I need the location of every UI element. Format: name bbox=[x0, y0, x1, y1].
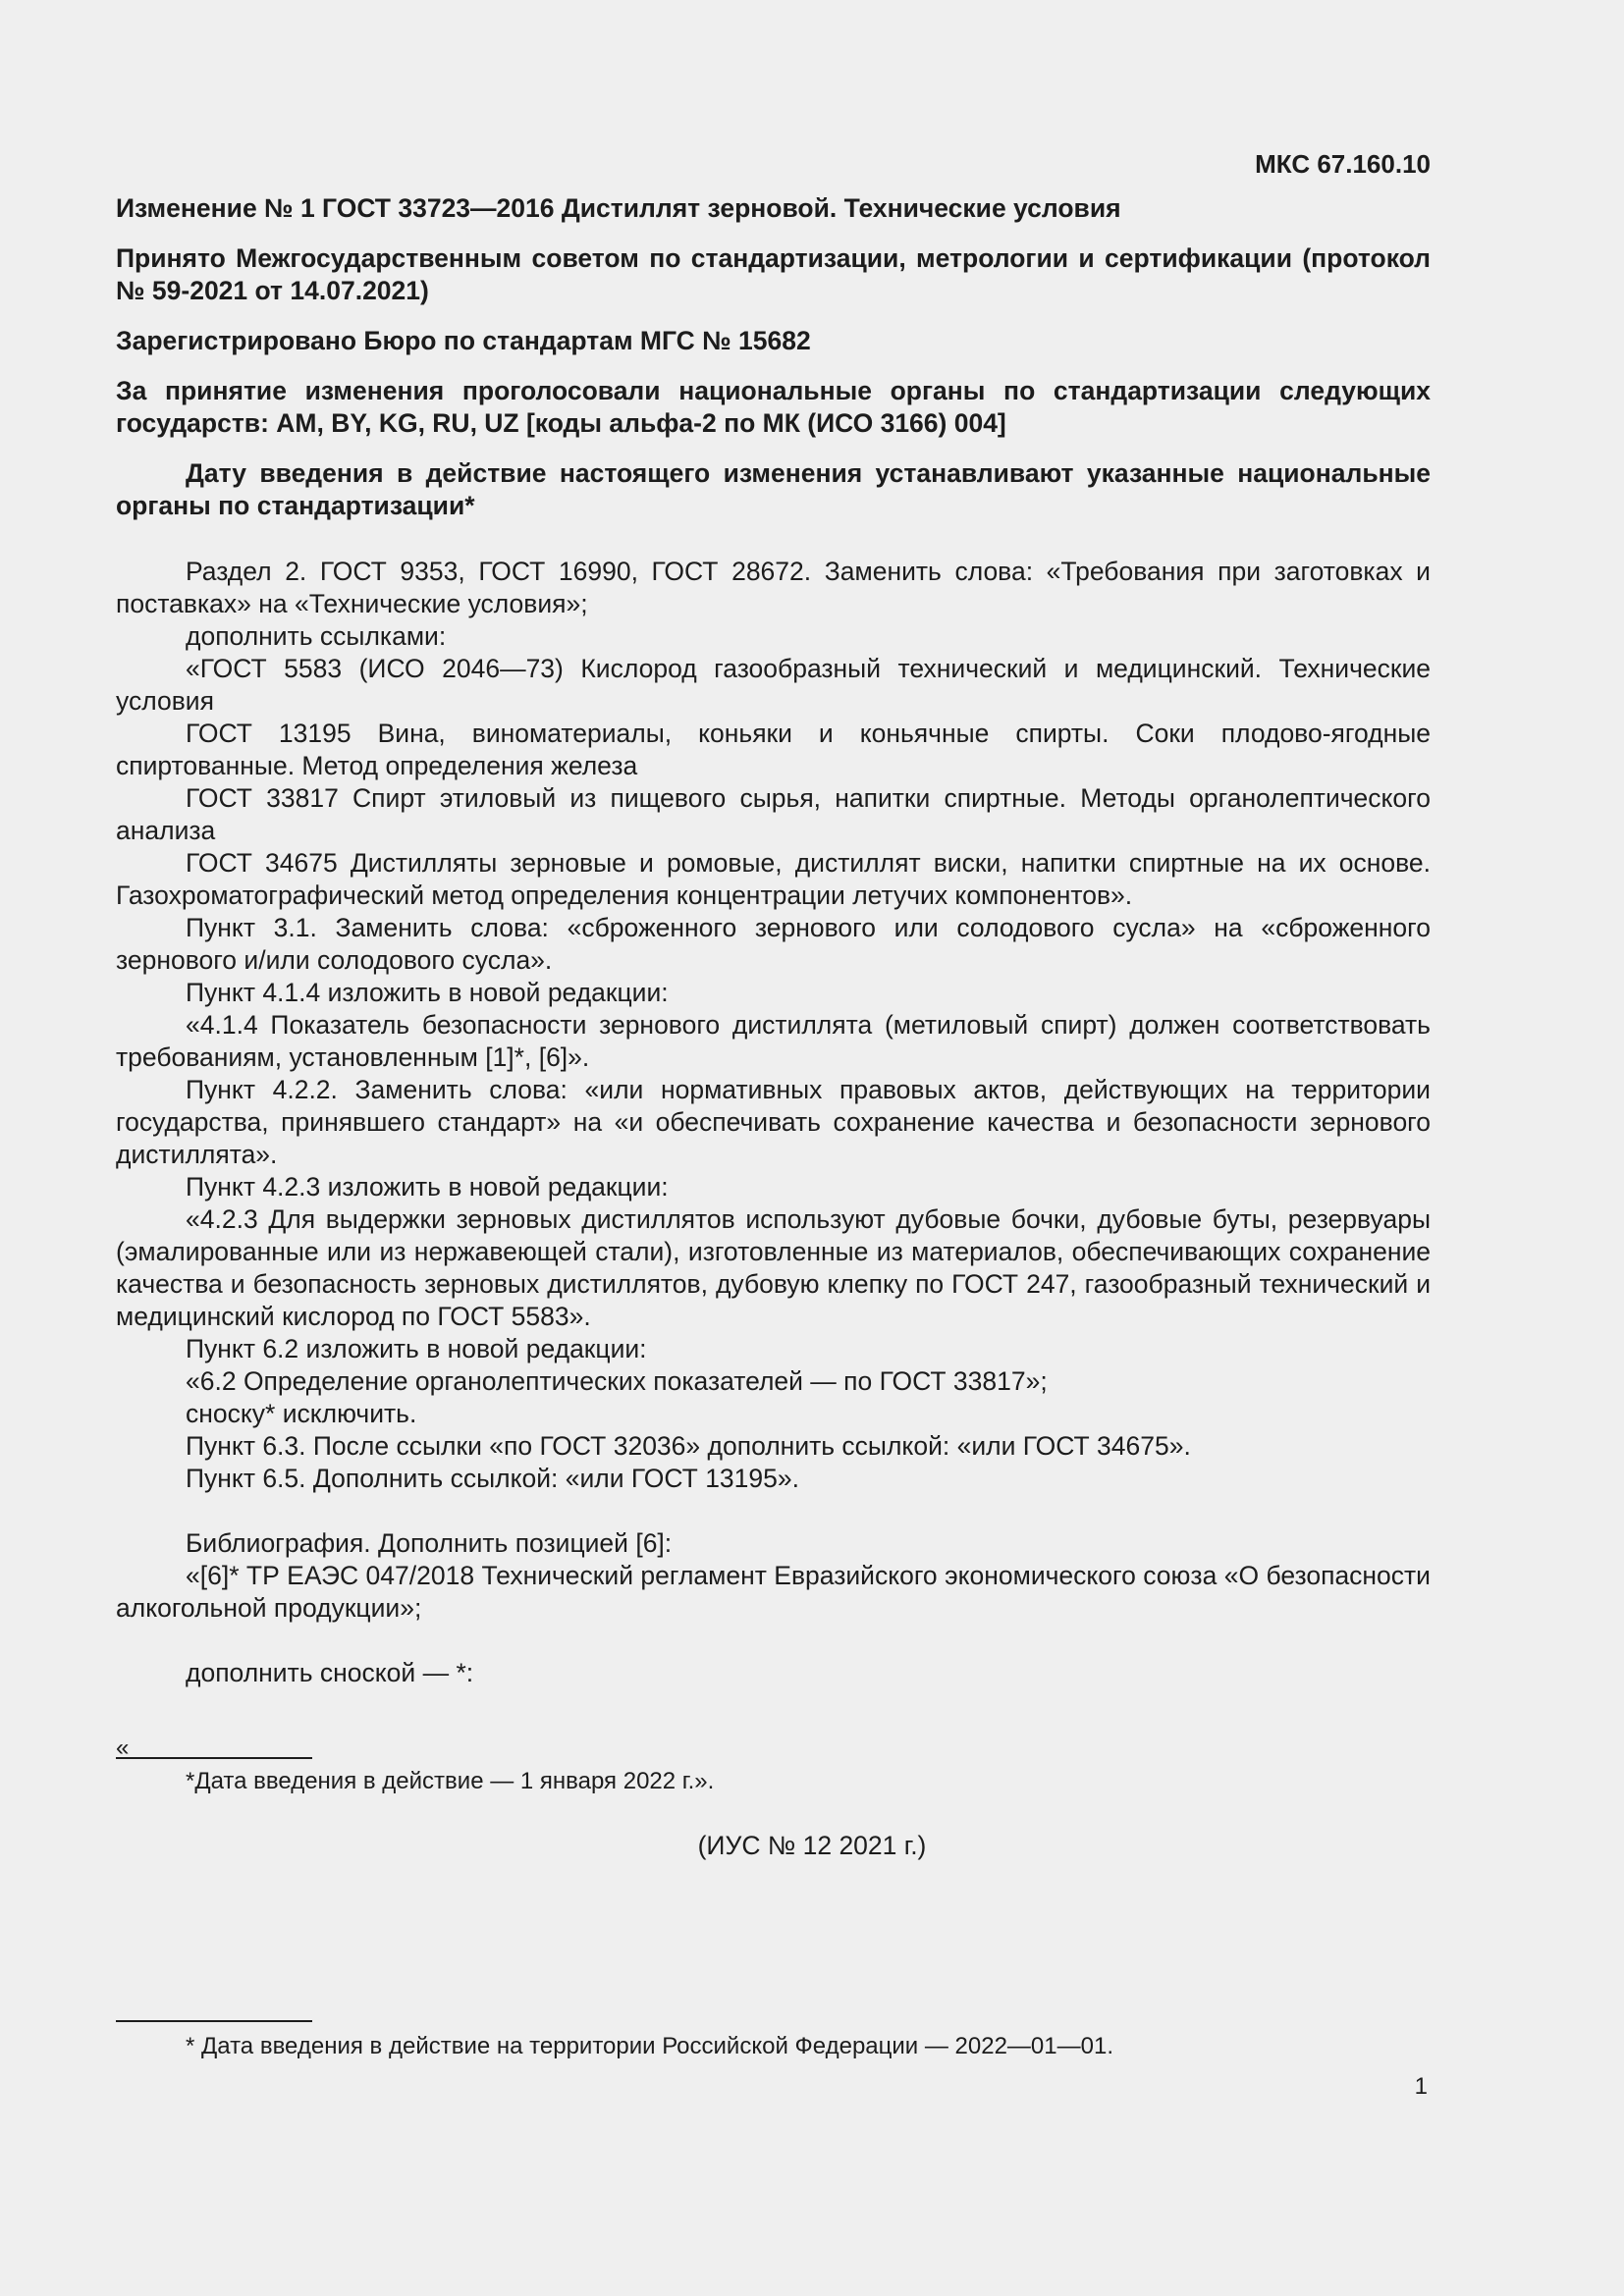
body-paragraph: «6.2 Определение органолептических показателей — по ГОСТ 33817»; bbox=[186, 1366, 1048, 1396]
body-paragraph: сноску* исключить. bbox=[186, 1399, 417, 1428]
page-footnote-rule bbox=[116, 2020, 312, 2022]
body-paragraph: Пункт 4.2.3 изложить в новой редакции: bbox=[186, 1172, 669, 1201]
body-paragraph: ГОСТ 33817 Спирт этиловый из пищевого сырья, напитки спиртные. Методы органолептического анализа bbox=[116, 783, 1431, 845]
bibliography-paragraph: Библиография. Дополнить позицией [6]: bbox=[186, 1528, 673, 1558]
body-paragraph: ГОСТ 34675 Дистилляты зерновые и ромовые, дистиллят виски, напитки спиртные на их основе. Газохроматографический метод определения концентрации летучих компонентов». bbox=[116, 848, 1431, 910]
document-content bbox=[116, 192, 1431, 1689]
body-paragraph: Пункт 6.5. Дополнить ссылкой: «или ГОСТ 13195». bbox=[186, 1464, 799, 1493]
page-number: 1 bbox=[1414, 2073, 1428, 2100]
amendment-body bbox=[116, 556, 1431, 1689]
body-paragraph: «4.1.4 Показатель безопасности зернового дистиллята (метиловый спирт) должен соответствовать требованиям, установленным [1]*, [6]». bbox=[116, 1010, 1431, 1072]
inline-footnote-rule bbox=[116, 1757, 312, 1759]
effective-date-note: Дату введения в действие настоящего изменения устанавливают указанные национальные органы по стандартизации* bbox=[116, 458, 1431, 520]
body-paragraph: Пункт 3.1. Заменить слова: «сброженного зернового или солодового сусла» на «сброженного зернового и/или солодового сусла». bbox=[116, 913, 1431, 975]
adopted-by: Принято Межгосударственным советом по стандартизации, метрологии и сертификации (протокол № 59-2021 от 14.07.2021) bbox=[116, 243, 1431, 305]
body-paragraph: Пункт 4.2.2. Заменить слова: «или нормативных правовых актов, действующих на территории государства, принявшего стандарт» на «и обеспечивать сохранение качества и безопасности зернового дистиллята». bbox=[116, 1075, 1431, 1169]
opening-quote: « bbox=[116, 1735, 130, 1761]
body-paragraph: Пункт 4.1.4 изложить в новой редакции: bbox=[186, 978, 669, 1007]
body-paragraph: «ГОСТ 5583 (ИСО 2046—73) Кислород газообразный технический и медицинский. Технические условия bbox=[116, 654, 1431, 716]
amendment-title: Изменение № 1 ГОСТ 33723—2016 Дистиллят зерновой. Технические условия bbox=[116, 193, 1121, 223]
page-footnote: * Дата введения в действие на территории Российской Федерации — 2022—01—01. bbox=[186, 2033, 1113, 2059]
body-paragraph: Пункт 6.2 изложить в новой редакции: bbox=[186, 1334, 647, 1363]
voted-states: За принятие изменения проголосовали национальные органы по стандартизации следующих государств: AM, BY, KG, RU, UZ [коды альфа-2 по МК (ИСО 3166) 004] bbox=[116, 376, 1431, 438]
body-paragraph: Раздел 2. ГОСТ 9353, ГОСТ 16990, ГОСТ 28672. Заменить слова: «Требования при заготовках и поставках» на «Технические условия»; bbox=[116, 557, 1431, 618]
body-paragraph: дополнить ссылками: bbox=[186, 621, 447, 651]
add-footnote-paragraph: дополнить сноской — *: bbox=[186, 1658, 474, 1687]
body-paragraph: Пункт 6.3. После ссылки «по ГОСТ 32036» дополнить ссылкой: «или ГОСТ 34675». bbox=[186, 1431, 1191, 1461]
bibliography-paragraph: «[6]* ТР ЕАЭС 047/2018 Технический регламент Евразийского экономического союза «О безопасности алкогольной продукции»; bbox=[116, 1561, 1431, 1623]
spacer bbox=[116, 1495, 1431, 1527]
spacer bbox=[116, 1625, 1431, 1657]
registered-by: Зарегистрировано Бюро по стандартам МГС № 15682 bbox=[116, 326, 811, 355]
body-paragraph: «4.2.3 Для выдержки зерновых дистиллятов используют дубовые бочки, дубовые буты, резервуары (эмалированные или из нержавеющей стали), изготовленные из материалов, обеспечивающих сохранение качества и безопасность зерновых дистиллятов, дубовую клепку по ГОСТ 247, газообразный технический и медицинский кислород по ГОСТ 5583». bbox=[116, 1204, 1431, 1331]
inline-footnote: *Дата введения в действие — 1 января 2022 г.». bbox=[186, 1768, 715, 1794]
body-paragraph: ГОСТ 13195 Вина, виноматериалы, коньяки и коньячные спирты. Соки плодово-ягодные спиртованные. Метод определения железа bbox=[116, 719, 1431, 780]
ius-reference: (ИУС № 12 2021 г.) bbox=[697, 1831, 927, 1860]
classification-code: МКС 67.160.10 bbox=[1255, 149, 1431, 179]
